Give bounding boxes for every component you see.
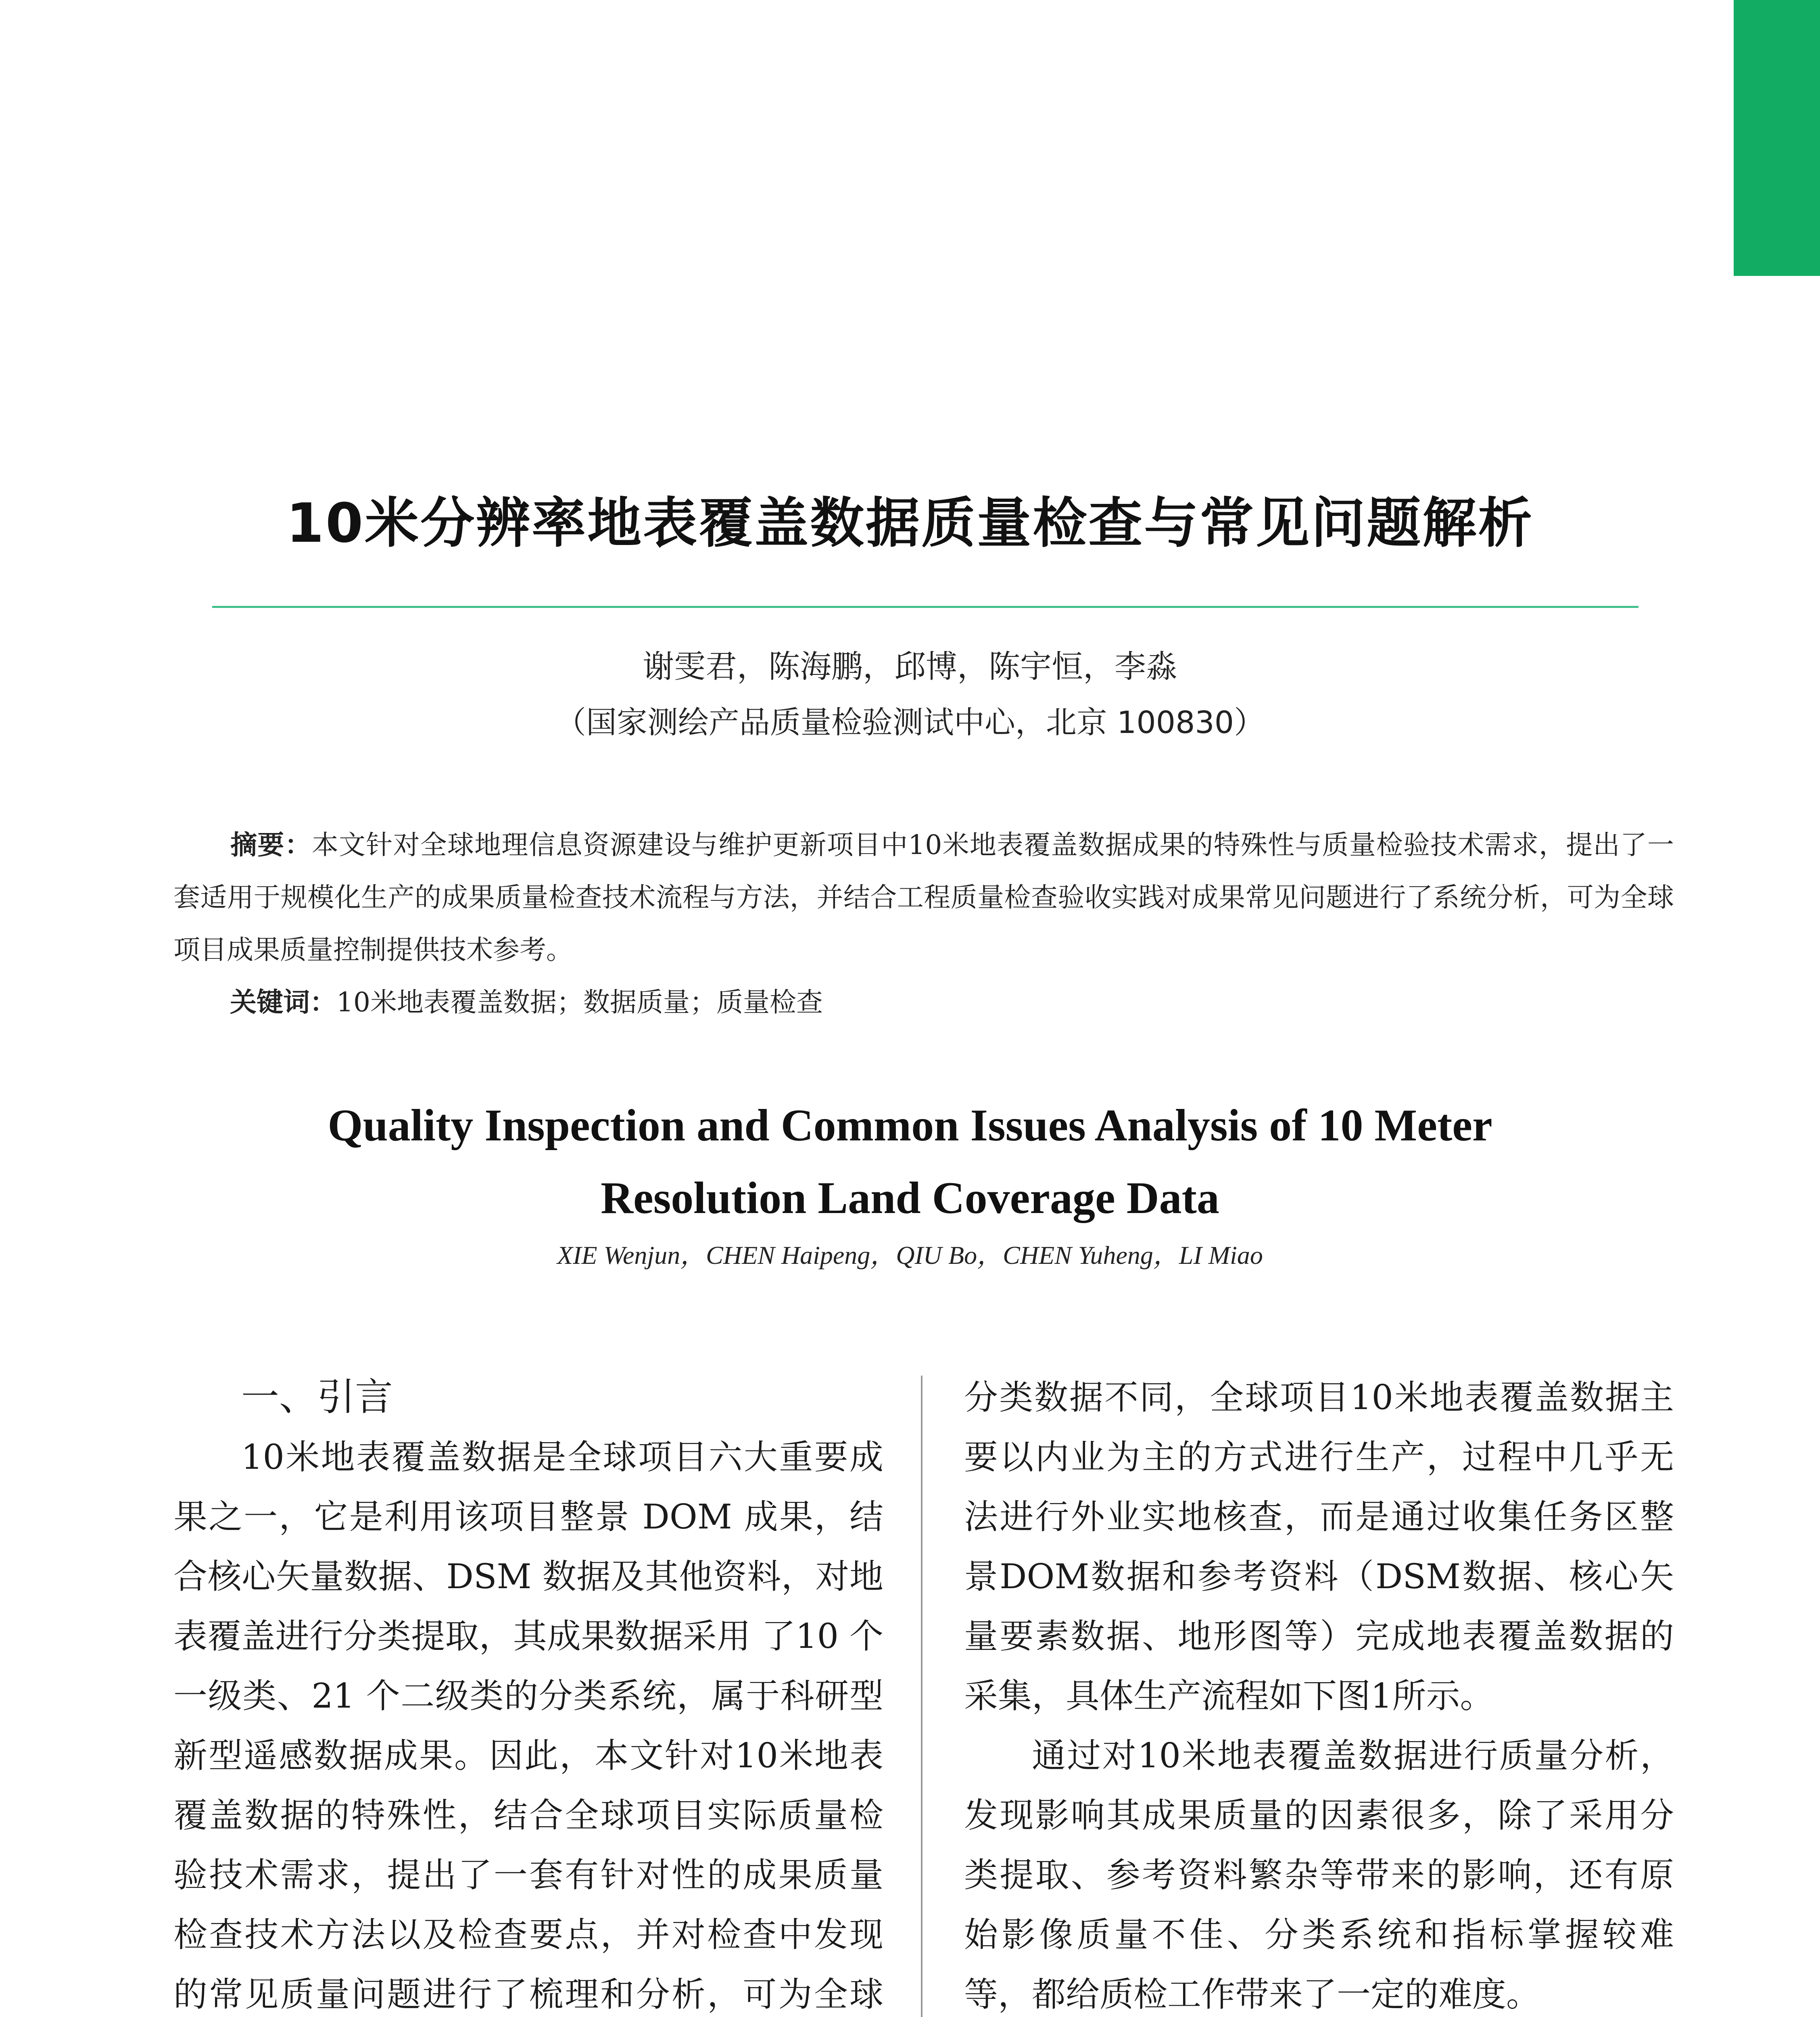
right-column	[964, 1368, 1674, 2017]
keywords	[230, 976, 1674, 1029]
authors-cn: 谢雯君，陈海鹏，邱博，陈宇恒，李淼	[642, 649, 1177, 685]
left-column	[173, 1368, 883, 2017]
quality-analysis-paragraph: 通过对10米地表覆盖数据进行质量分析，发现影响其成果质量的因素很多，除了采用分类提取、参考资料繁杂等带来的影响，还有原始影像质量不佳、分类系统和指标掌握较难等，都给质检工作带来了一定的难度。	[964, 1736, 1674, 2014]
abstract	[173, 819, 1674, 976]
paper-title-en	[0, 1089, 1820, 1234]
overview-paragraph-continued: 分类数据不同，全球项目10米地表覆盖数据主要以内业为主的方式进行生产，过程中几乎无法进行外业实地核查，而是通过收集任务区整景DOM数据和参考资料（DSM数据、核心矢量要素数据、地形图等）完成地表覆盖数据的采集，具体生产流程如下图1所示。	[964, 1378, 1674, 1716]
affiliation-cn: （国家测绘产品质量检验测试中心，北京 100830）	[555, 704, 1265, 740]
authors-en: XIE Wenjun，CHEN Haipeng，QIU Bo，CHEN Yuheng，LI Miao	[557, 1241, 1263, 1269]
keywords-label: 关键词：	[230, 987, 336, 1018]
section-heading-intro: 一、引言	[241, 1375, 393, 1419]
paper-title-en-line1: Quality Inspection and Common Issues Analysis of 10 Meter	[328, 1100, 1492, 1150]
chapter-color-tab	[1734, 0, 1820, 276]
column-divider	[921, 1376, 923, 2017]
paper-title-cn: 10米分辨率地表覆盖数据质量检查与常见问题解析	[286, 492, 1534, 555]
keywords-text: 10米地表覆盖数据；数据质量；质量检查	[336, 987, 823, 1018]
abstract-label: 摘要：	[230, 829, 312, 860]
intro-paragraph: 10米地表覆盖数据是全球项目六大重要成果之一，它是利用该项目整景 DOM 成果，结合核心矢量数据、DSM 数据及其他资料，对地表覆盖进行分类提取，其成果数据采用 了10 个一级类、21 个二级类的分类系统，属于科研型新型遥感数据成果。因此，本文针对10米地表覆盖数据的特殊性，结合全球项目实际质量检验技术需求，提出了一套有针对性的成果质量检查技术方法以及检查要点，并对检查中发现的常见质量问题进行了梳理和分析，可为全球	[173, 1437, 883, 2014]
paper-title-en-line2: Resolution Land Coverage Data	[601, 1173, 1219, 1223]
abstract-text: 本文针对全球地理信息资源建设与维护更新项目中10米地表覆盖数据成果的特殊性与质量检验技术需求，提出了一套适用于规模化生产的成果质量检查技术流程与方法，并结合工程质量检查验收实践对成果常见问题进行了系统分析，可为全球项目成果质量控制提供技术参考。	[173, 829, 1674, 965]
title-divider	[212, 606, 1638, 608]
